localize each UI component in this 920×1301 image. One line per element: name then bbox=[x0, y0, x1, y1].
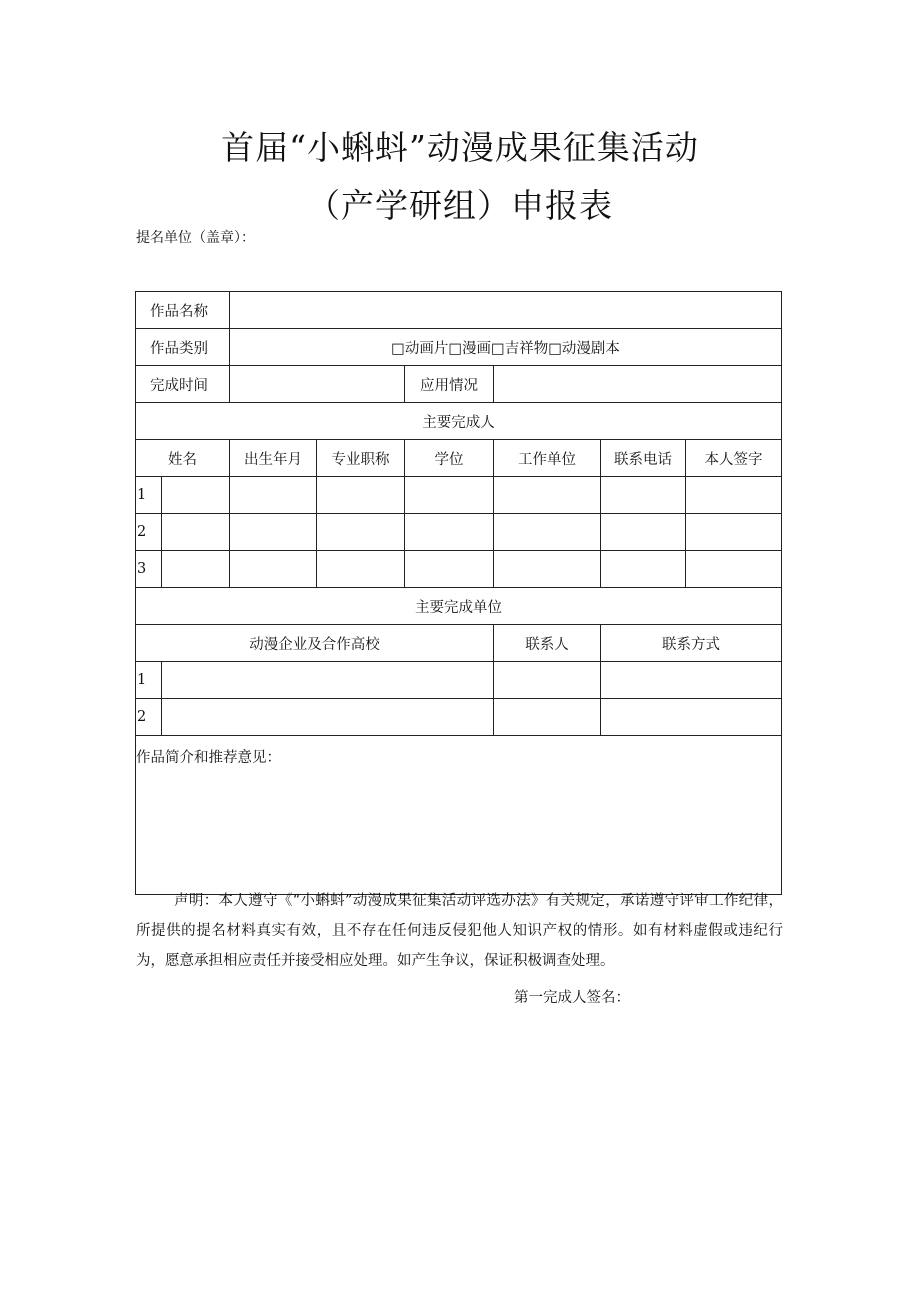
person-col-birth: 出生年月 bbox=[230, 440, 317, 477]
person-row bbox=[136, 514, 782, 551]
unit-col-contact-method: 联系方式 bbox=[601, 625, 782, 662]
person-signature-cell[interactable] bbox=[686, 551, 782, 588]
declaration-text: 声明：本人遵守《“小蝌蚪”动漫成果征集活动评选办法》有关规定，承诺遵守评审工作纪律，所提供的提名材料真实有效，且不存在任何违反侵犯他人知识产权的情形。如有材料虚假或违纪行为，愿意承担相应责任并接受相应处理。如产生争议，保证积极调查处理。 bbox=[136, 893, 783, 969]
application-field[interactable] bbox=[494, 366, 782, 403]
person-row-index: 3 bbox=[136, 551, 162, 588]
page-title-line1: 首届“小蝌蚪”动漫成果征集活动 bbox=[221, 128, 699, 167]
main-units-heading: 主要完成单位 bbox=[136, 588, 782, 625]
intro-label: 作品简介和推荐意见： bbox=[136, 750, 281, 766]
unit-contact-cell[interactable] bbox=[494, 662, 601, 699]
person-row bbox=[136, 551, 782, 588]
work-name-row bbox=[136, 292, 782, 329]
time-application-row bbox=[136, 366, 782, 403]
unit-col-company: 动漫企业及合作高校 bbox=[136, 625, 494, 662]
unit-header-row bbox=[136, 625, 782, 662]
unit-contact-cell[interactable] bbox=[494, 699, 601, 736]
person-birth-cell[interactable] bbox=[230, 551, 317, 588]
person-col-signature: 本人签字 bbox=[686, 440, 782, 477]
unit-row bbox=[136, 699, 782, 736]
main-units-heading-row bbox=[136, 588, 782, 625]
unit-row-index: 2 bbox=[136, 699, 162, 736]
person-phone-cell[interactable] bbox=[601, 477, 686, 514]
person-col-name: 姓名 bbox=[136, 440, 230, 477]
unit-company-cell[interactable] bbox=[162, 662, 494, 699]
person-birth-cell[interactable] bbox=[230, 477, 317, 514]
unit-contact-method-cell[interactable] bbox=[601, 699, 782, 736]
person-row bbox=[136, 477, 782, 514]
person-name-cell[interactable] bbox=[162, 477, 230, 514]
person-name-cell[interactable] bbox=[162, 514, 230, 551]
person-degree-cell[interactable] bbox=[405, 477, 494, 514]
person-employer-cell[interactable] bbox=[494, 551, 601, 588]
person-employer-cell[interactable] bbox=[494, 477, 601, 514]
person-title-cell[interactable] bbox=[317, 551, 405, 588]
page-title-line2: （产学研组）申报表 bbox=[307, 186, 613, 225]
person-employer-cell[interactable] bbox=[494, 514, 601, 551]
first-completer-signature-label: 第一完成人签名： bbox=[514, 990, 630, 1006]
person-col-phone: 联系电话 bbox=[601, 440, 686, 477]
intro-row bbox=[136, 736, 782, 895]
unit-row bbox=[136, 662, 782, 699]
person-row-index: 1 bbox=[136, 477, 162, 514]
person-signature-cell[interactable] bbox=[686, 514, 782, 551]
work-name-label: 作品名称 bbox=[136, 292, 230, 329]
completion-time-label: 完成时间 bbox=[136, 366, 230, 403]
person-birth-cell[interactable] bbox=[230, 514, 317, 551]
intro-field[interactable] bbox=[136, 736, 782, 895]
person-header-row bbox=[136, 440, 782, 477]
main-persons-heading-row bbox=[136, 403, 782, 440]
category-label: 作品类别 bbox=[136, 329, 230, 366]
completion-time-field[interactable] bbox=[230, 366, 405, 403]
person-signature-cell[interactable] bbox=[686, 477, 782, 514]
category-row bbox=[136, 329, 782, 366]
person-degree-cell[interactable] bbox=[405, 551, 494, 588]
person-col-title: 专业职称 bbox=[317, 440, 405, 477]
person-degree-cell[interactable] bbox=[405, 514, 494, 551]
main-persons-heading: 主要完成人 bbox=[136, 403, 782, 440]
person-phone-cell[interactable] bbox=[601, 514, 686, 551]
nominator-label: 提名单位（盖章）： bbox=[136, 230, 255, 246]
person-name-cell[interactable] bbox=[162, 551, 230, 588]
person-phone-cell[interactable] bbox=[601, 551, 686, 588]
person-title-cell[interactable] bbox=[317, 514, 405, 551]
unit-company-cell[interactable] bbox=[162, 699, 494, 736]
application-label: 应用情况 bbox=[405, 366, 494, 403]
person-title-cell[interactable] bbox=[317, 477, 405, 514]
person-col-employer: 工作单位 bbox=[494, 440, 601, 477]
category-options[interactable]: □动画片□漫画□吉祥物□动漫剧本 bbox=[230, 329, 782, 366]
application-form-table bbox=[135, 291, 782, 895]
work-name-field[interactable] bbox=[230, 292, 782, 329]
unit-contact-method-cell[interactable] bbox=[601, 662, 782, 699]
unit-col-contact: 联系人 bbox=[494, 625, 601, 662]
unit-row-index: 1 bbox=[136, 662, 162, 699]
person-col-degree: 学位 bbox=[405, 440, 494, 477]
person-row-index: 2 bbox=[136, 514, 162, 551]
